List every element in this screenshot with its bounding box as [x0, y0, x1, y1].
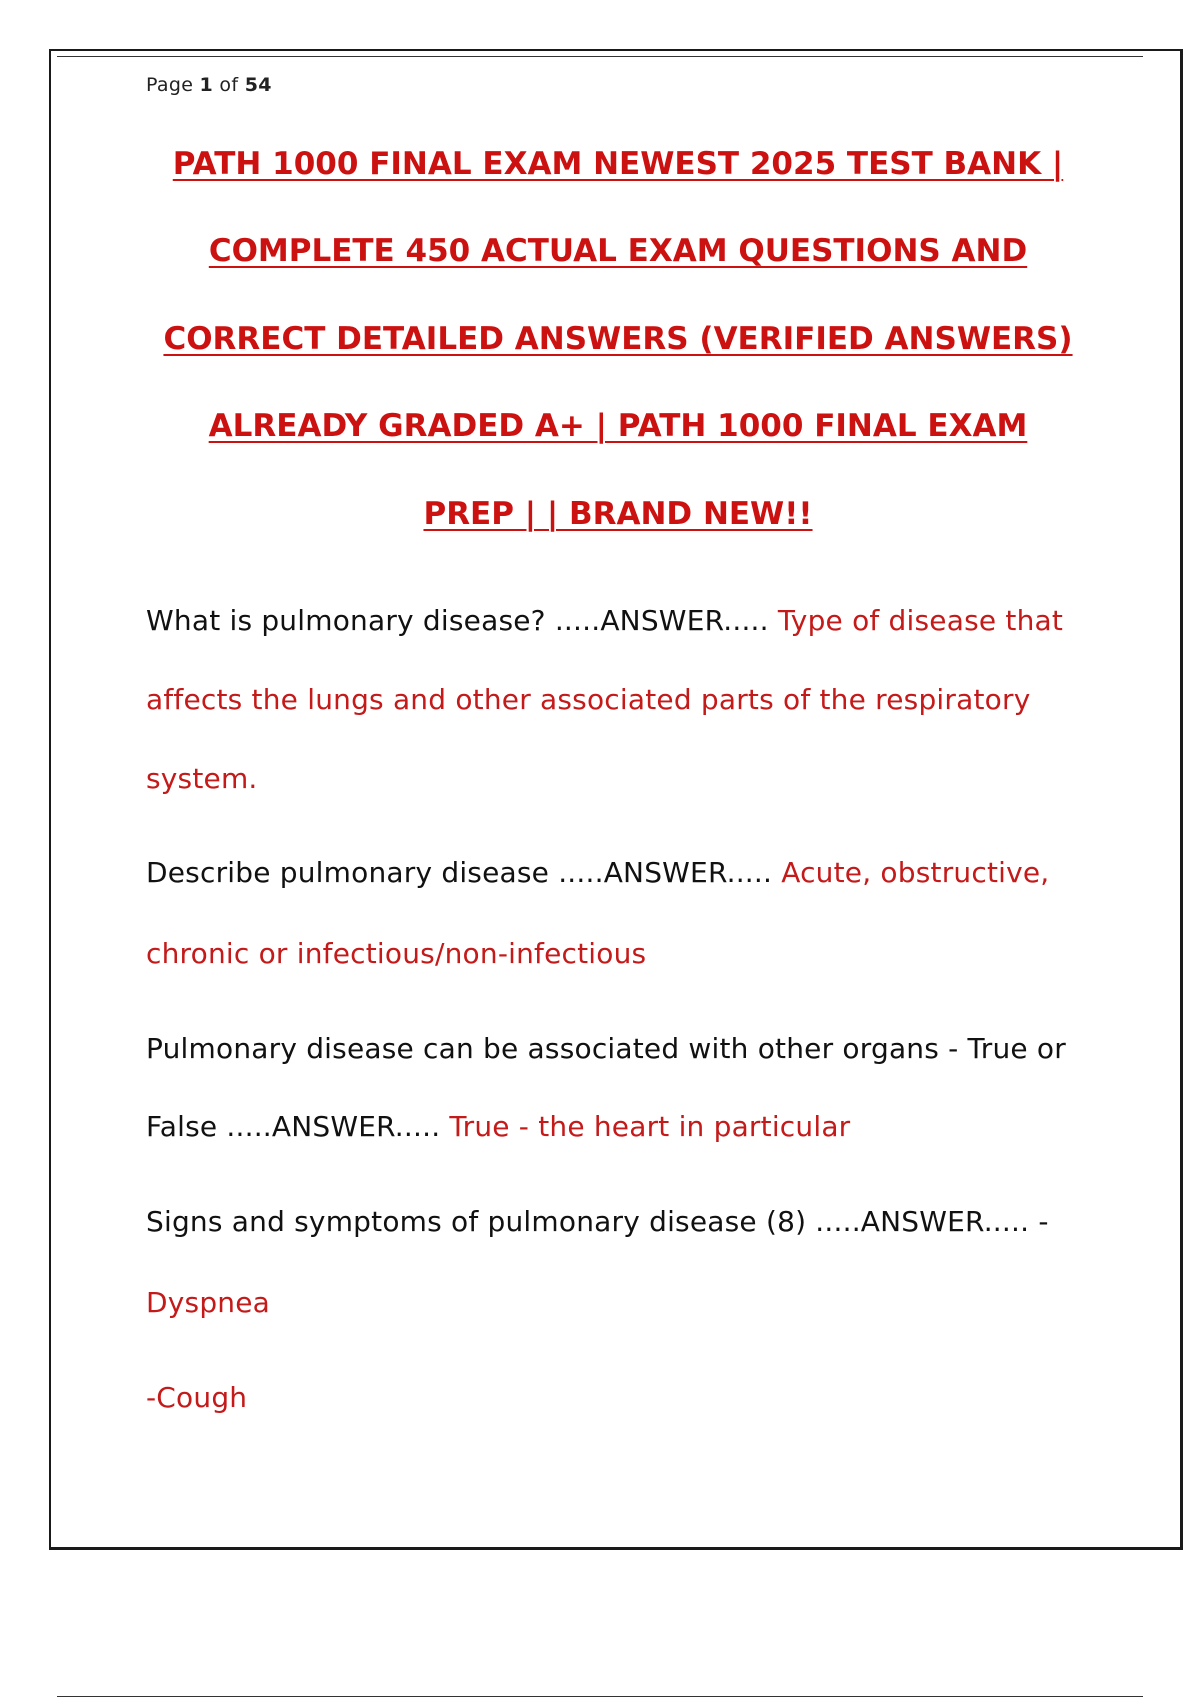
qa-item-4-answer-item-1: Dyspnea — [146, 1286, 271, 1319]
page-of-label: of — [219, 74, 239, 96]
bottom-rule — [57, 1696, 1143, 1697]
qa-item-1-answer-part-2: affects the lungs and other associated parts of the respiratory — [146, 683, 1031, 716]
qa-item-3-question-part-2: False .....ANSWER..... — [146, 1110, 441, 1143]
qa-item-1-line-1 — [146, 604, 1063, 637]
document-title-line-1: PATH 1000 FINAL EXAM NEWEST 2025 TEST BANK | — [172, 146, 1064, 182]
qa-item-1-question: What is pulmonary disease? .....ANSWER..... — [146, 604, 769, 637]
top-rule — [57, 56, 1143, 57]
qa-item-4-answer-item-2: -Cough — [146, 1381, 248, 1414]
qa-item-3-answer: True - the heart in particular — [449, 1110, 851, 1143]
document-title-line-5: PREP | | BRAND NEW!! — [423, 496, 813, 532]
qa-item-1-answer-part-3: system. — [146, 762, 258, 795]
qa-item-4-question: Signs and symptoms of pulmonary disease (8) .....ANSWER..... - — [146, 1205, 1049, 1238]
qa-item-3-line-2 — [146, 1110, 850, 1143]
page-current: 1 — [199, 74, 214, 96]
qa-item-1-answer-part-1: Type of disease that — [777, 604, 1064, 637]
qa-item-2-question: Describe pulmonary disease .....ANSWER..... — [146, 856, 773, 889]
qa-item-3-question-part-1: Pulmonary disease can be associated with other organs - True or — [146, 1032, 1066, 1065]
document-title-line-4: ALREADY GRADED A+ | PATH 1000 FINAL EXAM — [208, 408, 1028, 444]
document-title-line-3: CORRECT DETAILED ANSWERS (VERIFIED ANSWERS) — [163, 321, 1073, 357]
qa-item-2-answer-part-2: chronic or infectious/non-infectious — [146, 937, 647, 970]
page-frame — [49, 49, 1183, 1550]
document-title-line-2: COMPLETE 450 ACTUAL EXAM QUESTIONS AND — [208, 233, 1028, 269]
page-total: 54 — [244, 74, 272, 96]
qa-item-2-answer-part-1: Acute, obstructive, — [781, 856, 1050, 889]
page-label: Page — [146, 74, 194, 96]
page-number — [146, 74, 272, 96]
qa-item-2-line-1 — [146, 856, 1049, 889]
